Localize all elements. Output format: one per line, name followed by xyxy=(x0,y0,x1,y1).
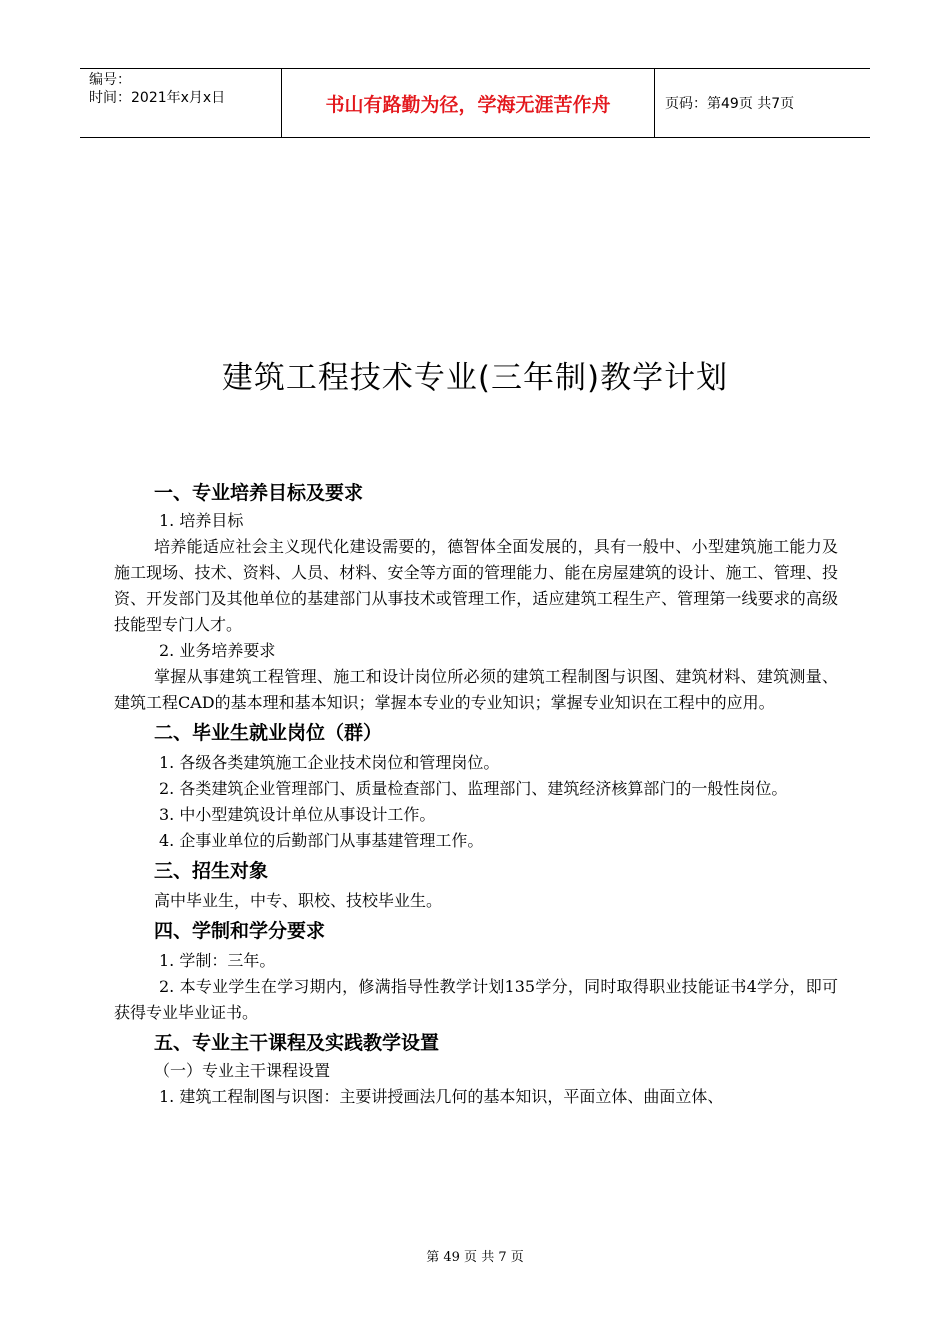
list-item: 2. 各类建筑企业管理部门、质量检查部门、监理部门、建筑经济核算部门的一般性岗位。 xyxy=(159,779,788,798)
paragraph-enrollment: 高中毕业生，中专、职校、技校毕业生。 xyxy=(154,891,443,910)
list-item: 3. 中小型建筑设计单位从事设计工作。 xyxy=(159,805,436,824)
subheading-main-courses: （一）专业主干课程设置 xyxy=(154,1061,331,1080)
list-item: 1. 各级各类建筑施工企业技术岗位和管理岗位。 xyxy=(159,753,500,772)
section-heading-5: 五、专业主干课程及实践教学设置 xyxy=(154,1032,440,1054)
paragraph-business-requirements: 掌握从事建筑工程管理、施工和设计岗位所必须的建筑工程制图与识图、建筑材料、建筑测量、建筑工程CAD的基本理和基本知识；掌握本专业的专业知识；掌握专业知识在工程中的应用。 xyxy=(114,667,838,712)
page-footer: 第 49 页 共 7 页 xyxy=(426,1250,524,1265)
section-heading-2: 二、毕业生就业岗位（群） xyxy=(154,722,383,744)
page-info: 页码：第49页 共7页 xyxy=(665,96,795,112)
header-meta xyxy=(80,69,282,137)
section-heading-1: 一、专业培养目标及要求 xyxy=(154,482,364,504)
list-item: 1. 建筑工程制图与识图：主要讲授画法几何的基本知识，平面立体、曲面立体、 xyxy=(159,1087,724,1106)
section-heading-4: 四、学制和学分要求 xyxy=(154,920,326,942)
subheading-training-goal: 1. 培养目标 xyxy=(159,511,244,530)
number-label: 编号： xyxy=(89,72,131,88)
list-item: 4. 企事业单位的后勤部门从事基建管理工作。 xyxy=(159,831,484,850)
document-title: 建筑工程技术专业(三年制)教学计划 xyxy=(221,360,729,396)
subheading-business-requirements: 2. 业务培养要求 xyxy=(159,641,276,660)
time-label: 时间：2021年x月x日 xyxy=(89,90,226,106)
header-table xyxy=(80,68,870,138)
list-item: 2. 本专业学生在学习期内，修满指导性教学计划135学分，同时取得职业技能证书4学分，即可获得专业毕业证书。 xyxy=(114,977,838,1022)
list-item: 1. 学制：三年。 xyxy=(159,951,276,970)
motto: 书山有路勤为径，学海无涯苦作舟 xyxy=(282,69,655,137)
section-heading-3: 三、招生对象 xyxy=(154,860,269,882)
paragraph-training-goal: 培养能适应社会主义现代化建设需要的，德智体全面发展的，具有一般中、小型建筑施工能力及施工现场、技术、资料、人员、材料、安全等方面的管理能力、能在房屋建筑的设计、施工、管理、投资、开发部门及其他单位的基建部门从事技术或管理工作，适应建筑工程生产、管理第一线要求的高级技能型专门人才。 xyxy=(114,537,838,634)
document-body xyxy=(114,478,838,1110)
